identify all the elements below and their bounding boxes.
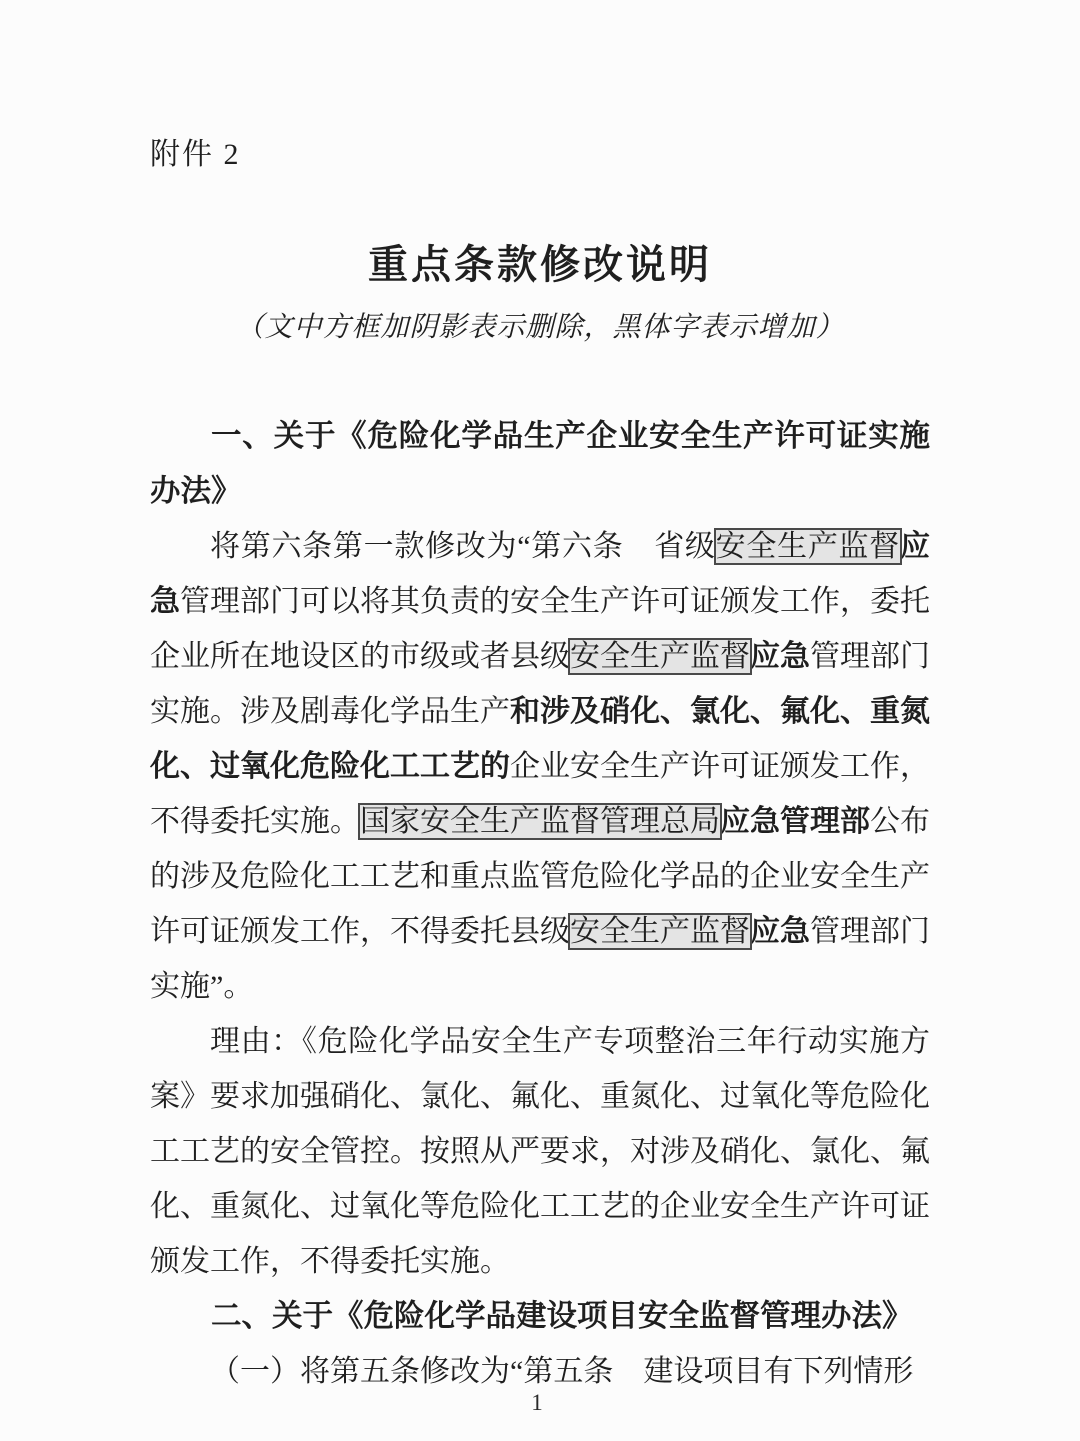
body-text: 企业安全生产许可证颁发工作，不得委托实施。	[150, 750, 930, 838]
document-title: 重点条款修改说明	[368, 242, 712, 287]
deleted-text-box: 安全生产监督	[570, 640, 750, 673]
attachment-label: 附件 2	[150, 138, 241, 171]
paragraph	[150, 1014, 930, 1289]
body-text: 公布的涉及危险化工工艺和重点监管危险化学品的企业安全生产许可证颁发工作，不得委托县级	[150, 805, 930, 948]
body-text: 管理部门实施”。	[150, 915, 930, 1003]
deleted-text-box: 安全生产监督	[715, 530, 900, 563]
body-text: 管理部门实施。涉及剧毒化学品生产	[150, 640, 930, 728]
document-body	[150, 409, 930, 1399]
added-text: 应急	[150, 530, 930, 618]
page-number: 1	[531, 1390, 543, 1415]
added-text: 应急管理部	[720, 805, 870, 838]
body-text: 管理部门可以将其负责的安全生产许可证颁发工作，委托企业所在地设区的市级或者县级	[150, 585, 930, 673]
paragraph	[150, 519, 930, 1014]
body-text: （一）将第五条修改为“第五条 建设项目有下列情形	[210, 1355, 914, 1388]
document-subtitle: （文中方框加阴影表示删除，黑体字表示增加）	[235, 312, 845, 343]
body-text: 理由：《危险化学品安全生产专项整治三年行动实施方案》要求加强硝化、氯化、氟化、重氮化、过氧化等危险化工工艺的安全管控。按照从严要求，对涉及硝化、氯化、氟化、重氮化、过氧化等危险化工工艺的企业安全生产许可证颁发工作，不得委托实施。	[150, 1025, 930, 1278]
added-text: 应急	[750, 915, 810, 948]
body-text: 将第六条第一款修改为“第六条 省级	[210, 530, 716, 563]
section-heading-1: 一、关于《危险化学品生产企业安全生产许可证实施办法》	[150, 419, 930, 508]
deleted-text-box: 国家安全生产监督管理总局	[360, 805, 720, 838]
section-heading-2: 二、关于《危险化学品建设项目安全监督管理办法》	[211, 1299, 913, 1333]
deleted-text-box: 安全生产监督	[570, 915, 750, 948]
added-text: 应急	[750, 640, 810, 673]
added-text: 和涉及硝化、氯化、氟化、重氮化、过氧化危险化工工艺的	[150, 695, 930, 783]
